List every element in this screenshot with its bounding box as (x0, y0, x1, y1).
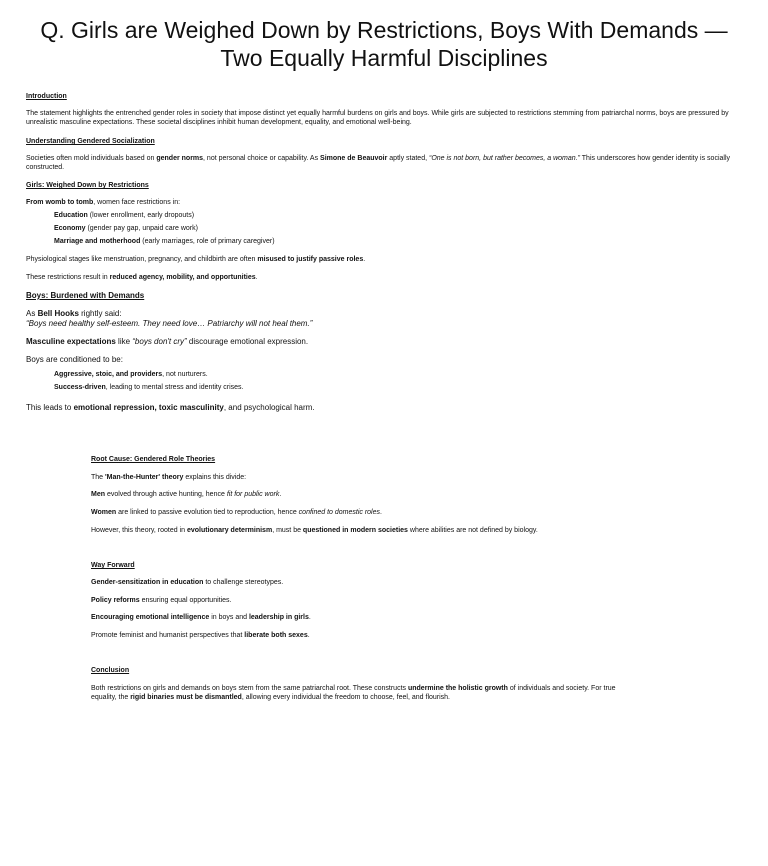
list-item: Success-driven, leading to mental stress and identity crises. (54, 384, 244, 391)
root-line-1: The 'Man-the-Hunter' theory explains this divide: (91, 474, 247, 481)
root-heading: Root Cause: Gendered Role Theories (91, 456, 216, 463)
boys-as: As Bell Hooks rightly said: (26, 309, 122, 318)
socialization-heading: Understanding Gendered Socialization (26, 138, 155, 145)
way-item-3: Encouraging emotional intelligence in boys and leadership in girls. (91, 614, 311, 621)
list-item: Marriage and motherhood (early marriages, role of primary caregiver) (54, 238, 275, 245)
way-heading: Way Forward (91, 562, 135, 569)
way-item-2: Policy reforms ensuring equal opportunities. (91, 597, 232, 604)
girls-physiological: Physiological stages like menstruation, pregnancy, and childbirth are often misused to justify passive roles. (26, 256, 366, 263)
list-item: Aggressive, stoic, and providers, not nurturers. (54, 371, 208, 378)
boys-conditioned: Boys are conditioned to be: (26, 355, 123, 364)
way-item-4: Promote feminist and humanist perspectives that liberate both sexes. (91, 632, 310, 639)
boys-quote: “Boys need healthy self-esteem. They need love… Patriarchy will not heal them.” (26, 319, 313, 328)
socialization-text: Societies often mold individuals based on gender norms, not personal choice or capability. As Simone de Beauvoir aptly stated, “One is not born, but rather becomes, a woman.” This underscores how gender identity is socially constructed. (26, 155, 731, 171)
list-item: Economy (gender pay gap, unpaid care work) (54, 225, 198, 232)
girls-lead: From womb to tomb, women face restrictions in: (26, 199, 181, 206)
boys-leads: This leads to emotional repression, toxic masculinity, and psychological harm. (26, 403, 315, 412)
boys-masculine: Masculine expectations like “boys don't cry” discourage emotional expression. (26, 337, 309, 346)
root-line-4: However, this theory, rooted in evolutionary determinism, must be questioned in modern societies where abilities are not defined by biology. (91, 527, 538, 534)
way-item-1: Gender-sensitization in education to challenge stereotypes. (91, 579, 284, 586)
intro-heading: Introduction (26, 93, 67, 100)
root-line-2: Men evolved through active hunting, hence fit for public work. (91, 491, 282, 498)
girls-heading: Girls: Weighed Down by Restrictions (26, 182, 149, 189)
root-line-3: Women are linked to passive evolution tied to reproduction, hence confined to domestic roles. (91, 509, 382, 516)
intro-text: The statement highlights the entrenched gender roles in society that impose distinct yet equally harmful burdens on girls and boys. While girls are subjected to restrictions stemming from patriarchal norms, boys are pressured by unrealistic masculine expectations. These societal disciplines inhibit human development, equality, and emotional well-being. (26, 110, 729, 126)
conclusion-heading: Conclusion (91, 667, 130, 674)
conclusion-text: Both restrictions on girls and demands on boys stem from the same patriarchal root. These constructs undermine the holistic growth of individuals and society. For true equality, the rigid binaries must be dismantled, allowing every individual the freedom to choose, feel, and flourish. (91, 685, 616, 701)
girls-result: These restrictions result in reduced agency, mobility, and opportunities. (26, 274, 258, 281)
boys-heading: Boys: Burdened with Demands (26, 291, 145, 300)
list-item: Education (lower enrollment, early dropouts) (54, 212, 195, 219)
page-title: Q. Girls are Weighed Down by Restrictions, Boys With Demands — Two Equally Harmful Disciplines (40, 17, 728, 71)
